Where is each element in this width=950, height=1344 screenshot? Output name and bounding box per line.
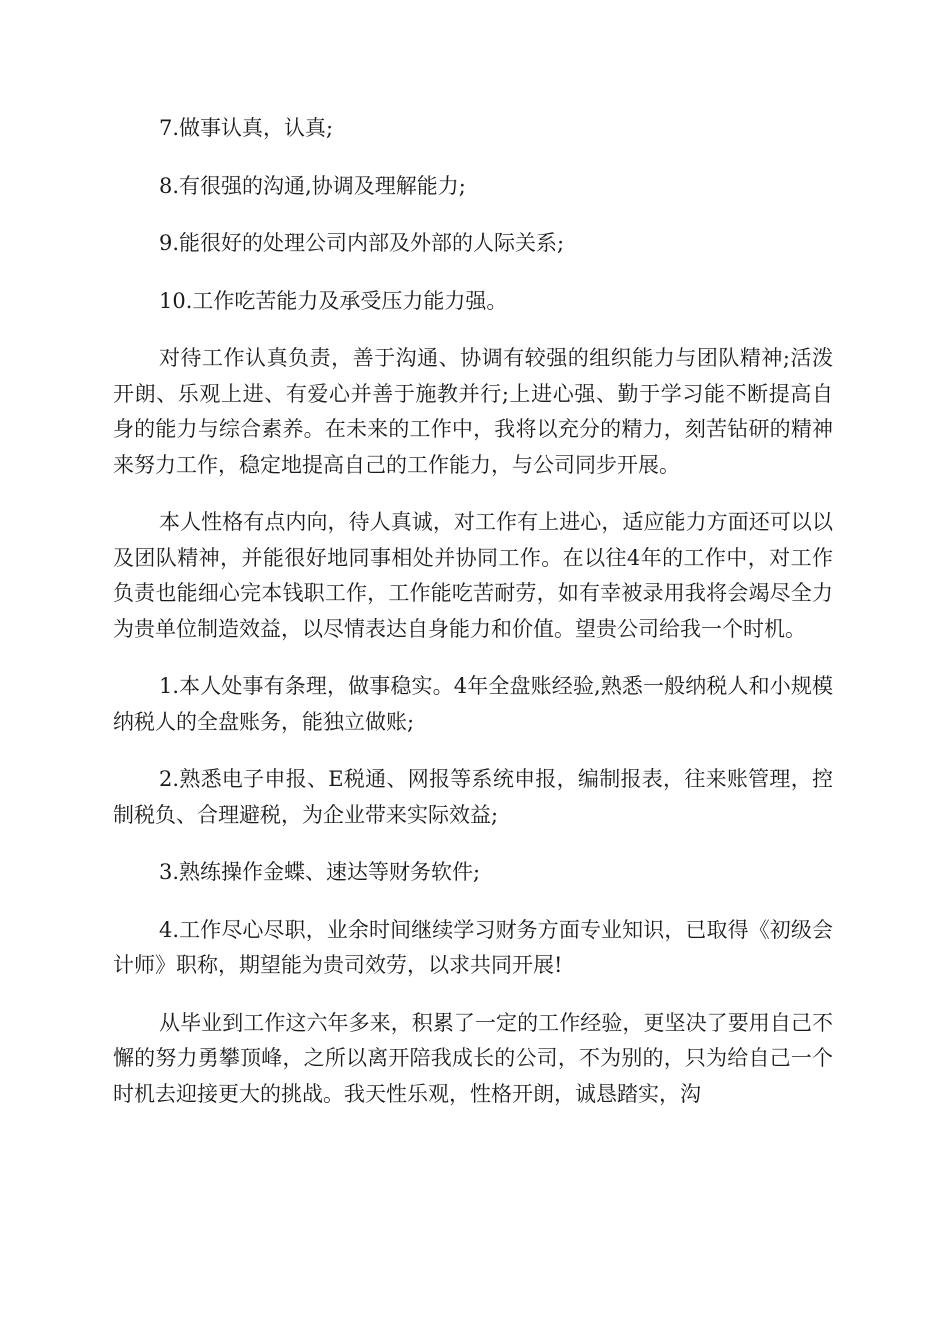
document-body <box>113 111 833 1112</box>
list-item-4: 4.工作尽心尽职，业余时间继续学习财务方面专业知识，已取得《初级会计师》职称，期望能为贵司效劳，以求共同开展! <box>113 917 833 977</box>
paragraph-work-attitude: 对待工作认真负责，善于沟通、协调有较强的组织能力与团队精神;活泼开朗、乐观上进、有爱心并善于施教并行;上进心强、勤于学习能不断提高自身的能力与综合素养。在未来的工作中，我将以充分的精力，刻苦钻研的精神来努力工作，稳定地提高自己的工作能力，与公司同步开展。 <box>113 346 833 477</box>
list-item-9: 9.能很好的处理公司内部及外部的人际关系; <box>159 231 565 255</box>
list-item-3: 3.熟练操作金蝶、速达等财务软件; <box>159 860 481 884</box>
list-item-8: 8.有很强的沟通,协调及理解能力; <box>159 173 466 198</box>
paragraph-career-summary: 从毕业到工作这六年多来，积累了一定的工作经验，更坚决了要用自己不懈的努力勇攀顶峰，之所以离开陪我成长的公司，不为别的，只为给自己一个时机去迎接更大的挑战。我天性乐观，性格开朗，诚恳踏实，沟 <box>113 1010 833 1106</box>
list-item-1: 1.本人处事有条理，做事稳实。4年全盘账经验,熟悉一般纳税人和小规模纳税人的全盘账务，能独立做账; <box>113 674 833 734</box>
paragraph-personality: 本人性格有点内向，待人真诚，对工作有上进心，适应能力方面还可以以及团队精神，并能很好地同事相处并协同工作。在以往4年的工作中，对工作负责也能细心完本钱职工作，工作能吃苦耐劳，如有幸被录用我将会竭尽全力为贵单位制造效益，以尽情表达自身能力和价值。望贵公司给我一个时机。 <box>113 510 833 641</box>
list-item-7: 7.做事认真，认真; <box>159 116 334 140</box>
list-item-2: 2.熟悉电子申报、E税通、网报等系统申报，编制报表，往来账管理，控制税负、合理避税，为企业带来实际效益; <box>113 767 833 827</box>
list-item-10: 10.工作吃苦能力及承受压力能力强。 <box>159 288 508 313</box>
